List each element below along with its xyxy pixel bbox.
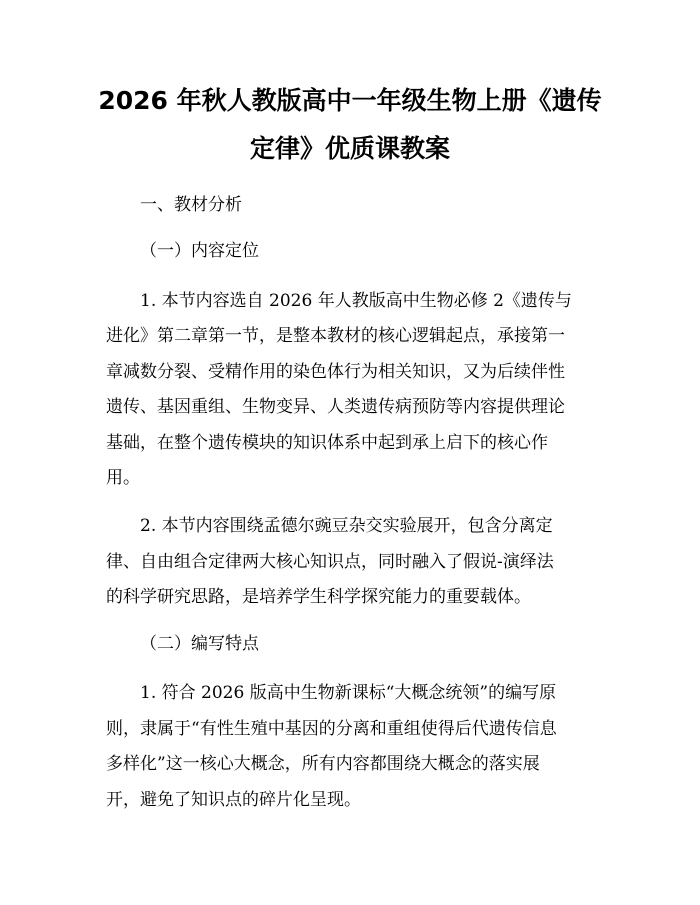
paragraph-3-line-2: 则，隶属于“有性生殖中基因的分离和重组使得后代遗传信息 [106,719,557,739]
subsection-heading-writing-features: （二）编写特点 [140,634,259,654]
paragraph-2-line-3: 的科学研究思路，是培养学生科学探究能力的重要载体。 [106,587,531,607]
paragraph-1-line-6: 用。 [106,468,140,488]
paragraph-1-line-3: 章减数分裂、受精作用的染色体行为相关知识，又为后续伴性 [106,362,565,382]
paragraph-1-line-5: 基础，在整个遗传模块的知识体系中起到承上启下的核心作 [106,433,548,453]
paragraph-1-line-4: 遗传、基因重组、生物变异、人类遗传病预防等内容提供理论 [106,397,565,417]
subsection-heading-content-positioning: （一）内容定位 [140,241,259,261]
paragraph-2-line-2: 律、自由组合定律两大核心知识点，同时融入了假说-演绎法 [106,552,554,572]
paragraph-1-line-2: 进化》第二章第一节，是整本教材的核心逻辑起点，承接第一 [106,326,565,346]
paragraph-3-line-1: 1. 符合 2026 版高中生物新课标“大概念统领”的编写原 [140,683,557,703]
paragraph-3-line-4: 开，避免了知识点的碎片化呈现。 [106,790,361,810]
title-line-1: 2026 年秋人教版高中一年级生物上册《遗传 [98,86,602,115]
paragraph-2-line-1: 2. 本节内容围绕孟德尔豌豆杂交实验展开，包含分离定 [140,516,553,536]
title-line-2: 定律》优质课教案 [249,134,450,163]
paragraph-3-line-3: 多样化”这一核心大概念，所有内容都围绕大概念的落实展 [106,754,540,774]
paragraph-1-line-1: 1. 本节内容选自 2026 年人教版高中生物必修 2《遗传与 [140,291,572,311]
section-heading-textbook-analysis: 一、教材分析 [140,195,242,215]
